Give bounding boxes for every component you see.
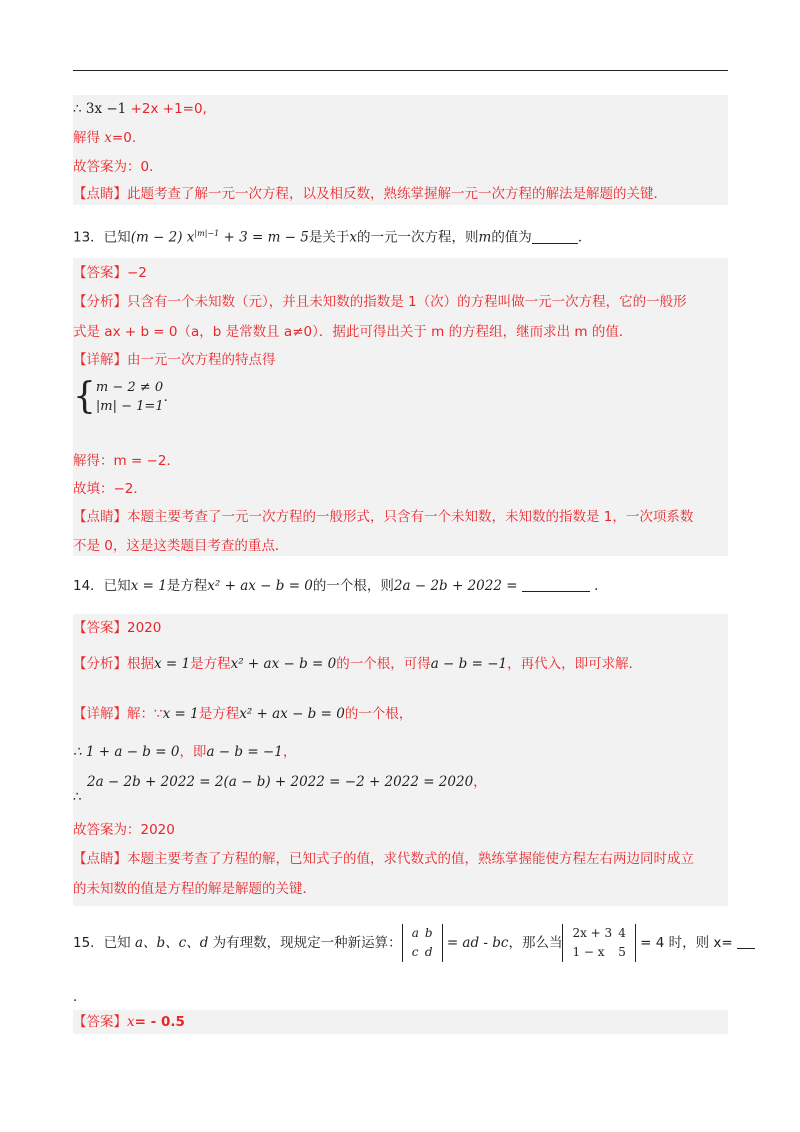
question-13: 13．已知(m − 2) $x^{|m|-1} + 3 = m - 5$是关于x的一元一次方程，则m的值为 ． [73, 229, 592, 246]
brace-icon: { [73, 376, 96, 417]
solution-13: 解得：m = −2． [73, 453, 180, 469]
comment-13-cont: 不是 0，这是这类题目考查的重点． [73, 538, 289, 554]
comment-14-cont: 的未知数的值是方程的解是解题的关键． [73, 881, 316, 897]
analysis-14: 【分析】根据x = 1是方程x² + ax − b = 0的一个根，可得a − b = −1，再代入，即可求解． [73, 656, 643, 672]
determinant-definition: a b c d [402, 924, 443, 962]
step-14-2: 2a − 2b + 2022 = 2(a − b) + 2022 = −2 + 2022 = 2020， [87, 774, 487, 790]
answer-blank[interactable] [532, 229, 578, 244]
analysis-13-cont: 式是 ax + b = 0（a，b 是常数且 a≠0）．据此可得出关于 m 的方程组，继而求出 m 的值． [73, 324, 633, 340]
equation-system: { m − 2 ≠ 0 |m| − 1=1 ． [73, 376, 178, 417]
answer-14: 【答案】2020 [73, 620, 162, 636]
therefore-sign: ∴ [73, 789, 82, 805]
equation-text: +2x +1=0, [126, 101, 207, 117]
question-15-end: ． [73, 989, 87, 1005]
determinant-equation: 2x + 3 4 1 − x 5 [562, 924, 635, 962]
comment-14: 【点睛】本题主要考查了方程的解，已知式子的值，求代数式的值，熟练掌握能使方程左右两边同时成立 [73, 851, 694, 867]
fill-13: 故填：−2． [73, 481, 147, 497]
question-14: 14．已知x = 1是方程x² + ax − b = 0的一个根，则2a − 2b + 2022 = ． [73, 578, 608, 594]
step-14-1: ∴ 1 + a − b = 0，即a − b = −1， [73, 744, 297, 760]
equation-text: ∴ 3x −1 [73, 101, 127, 117]
answer-blank[interactable] [737, 934, 755, 949]
answer-13: 【答案】−2 [73, 265, 147, 281]
step-line [73, 99, 207, 119]
answer-15: 【答案】x= - 0.5 [73, 1014, 185, 1030]
answer-line-14: 故答案为：2020 [73, 822, 175, 838]
comment-13: 【点睛】本题主要考查了一元一次方程的一般形式，只含有一个未知数，未知数的指数是 1，一次项系数 [73, 509, 694, 525]
analysis-13: 【分析】只含有一个未知数（元），并且未知数的指数是 1（次）的方程叫做一元一次方程，它的一般形 [73, 294, 687, 310]
answer-blank[interactable] [522, 577, 590, 592]
comment-line: 【点睛】此题考查了解一元一次方程，以及相反数，熟练掌握解一元一次方程的解法是解题的关键． [73, 186, 667, 202]
answer-line: 故答案为：0. [73, 159, 154, 175]
detail-13: 【详解】由一元一次方程的特点得 [73, 352, 276, 368]
header-rule [73, 70, 728, 71]
detail-14: 【详解】解：∵x = 1是方程x² + ax − b = 0的一个根， [73, 706, 413, 722]
question-15: 15．已知 a、b、c、d 为有理数，现规定一种新运算： a b c d = ad - bc，那么当 2x + 3 4 1 − x 5 = 4 时，则 x= [73, 923, 755, 963]
solution-line: 解得 x=0. [73, 130, 137, 146]
